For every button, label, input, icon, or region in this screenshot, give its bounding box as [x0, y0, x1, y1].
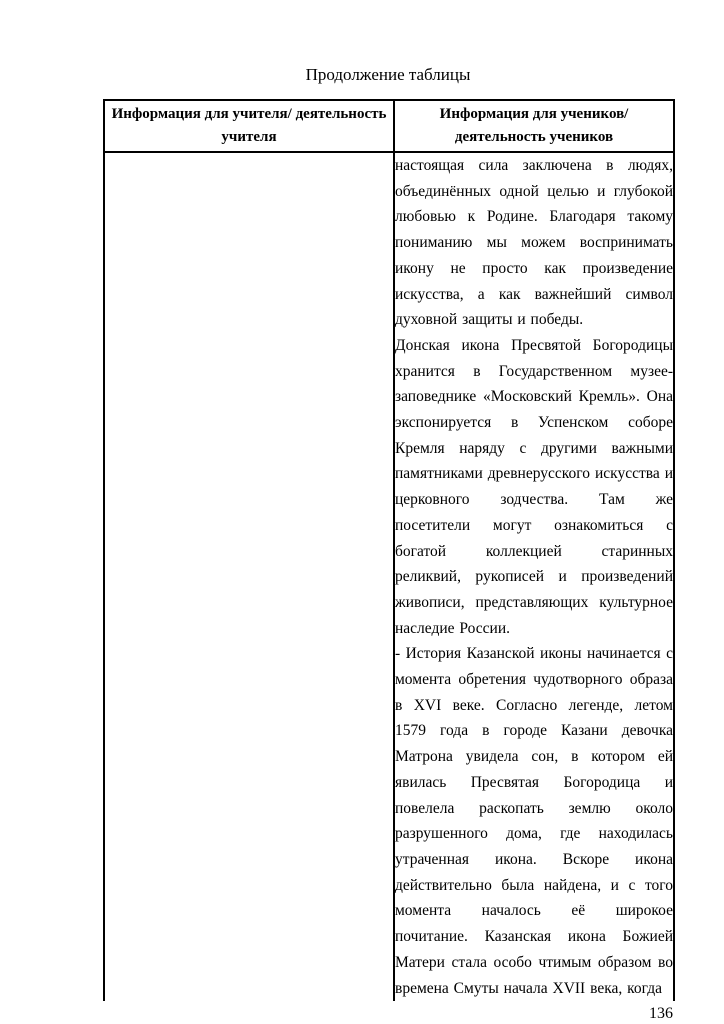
teacher-activity-cell	[104, 152, 394, 1001]
teacher-header-line-2: учителя	[221, 129, 277, 145]
page-number: 136	[649, 1005, 673, 1023]
students-paragraph-3: - История Казанской иконы начинается с момента обретения чудотворного образа в XVI веке. Согласно легенде, летом 1579 года в городе Казани девочка Матрона увидела сон, в котором ей явилась Пресвятая Богородица и повелела раскопать землю около разрушенного дома, где находилась утраченная икона. Вскоре икона действительно была найдена, и с того момента началось её широкое почитание. Казанская икона Божией Матери стала особо чтимым образом во времена Смуты начала XVII века, когда	[395, 645, 673, 997]
content-table	[103, 99, 675, 1001]
students-paragraph-2: Донская икона Пресвятой Богородицы хранится в Государственном музее-заповеднике «Московский Кремль». Она экспонируется в Успенском соборе Кремля наряду с другими важными памятниками древнерусского искусства и церковного зодчества. Там же посетители могут ознакомиться с богатой коллекцией старинных реликвий, рукописей и произведений живописи, представляющих культурное наследие России.	[395, 336, 673, 637]
text-block	[103, 64, 673, 1024]
page-title: Продолжение таблицы	[305, 65, 471, 84]
table-header-row	[104, 100, 674, 152]
teacher-column-header	[104, 100, 394, 152]
table-body-row	[104, 152, 674, 1001]
students-header-line-1: Информация для учеников/	[439, 106, 629, 122]
students-paragraph-1: настоящая сила заключена в людях, объединённых одной целью и глубокой любовью к Родине. Благодаря такому пониманию мы можем воспринимать икону не просто как произведение искусства, а как важнейший символ духовной защиты и победы.	[395, 157, 673, 329]
students-activity-cell	[394, 152, 674, 1001]
students-column-header	[394, 100, 674, 152]
students-header-line-2: деятельность учеников	[454, 129, 614, 145]
teacher-header-line-1: Информация для учителя/ деятельность	[111, 106, 387, 122]
